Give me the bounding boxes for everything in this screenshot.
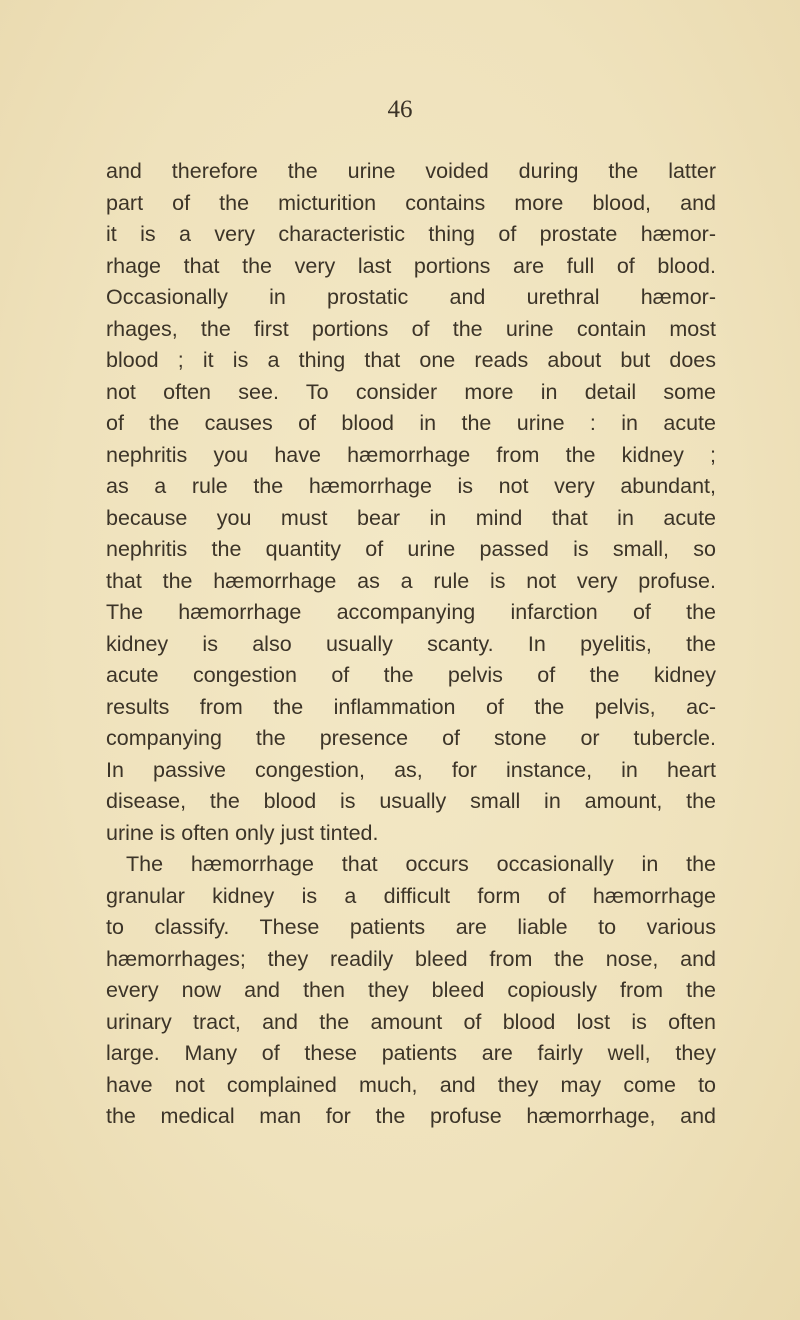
- text-line: companying the presence of stone or tubercle.: [106, 726, 716, 750]
- text-line: the medical man for the profuse hæmorrhage, and: [106, 1104, 716, 1128]
- text-line: not often see. To consider more in detail some: [106, 379, 716, 404]
- text-line: rhage that the very last portions are full of blood.: [106, 253, 716, 278]
- text-line: and therefore the urine voided during the latter: [106, 159, 716, 183]
- text-line: it is a very characteristic thing of prostate hæmor-: [106, 222, 716, 246]
- text-line: part of the micturition contains more blood, and: [106, 190, 716, 215]
- text-line: that the hæmorrhage as a rule is not very profuse.: [106, 568, 716, 593]
- text-line: nephritis you have hæmorrhage from the kidney ;: [106, 442, 716, 467]
- text-line: disease, the blood is usually small in amount, the: [106, 789, 716, 813]
- text-line: rhages, the first portions of the urine contain most: [106, 316, 716, 341]
- text-line: hæmorrhages; they readily bleed from the nose, and: [106, 946, 716, 971]
- text-line: The hæmorrhage accompanying infarction of the: [106, 600, 716, 624]
- text-line: granular kidney is a difficult form of hæmorrhage: [106, 883, 716, 908]
- text-line: as a rule the hæmorrhage is not very abundant,: [106, 474, 716, 498]
- text-line: have not complained much, and they may come to: [106, 1072, 716, 1097]
- paragraph-end-line: urine is often only just tinted.: [106, 820, 379, 845]
- text-line: to classify. These patients are liable to various: [106, 915, 716, 939]
- text-line: of the causes of blood in the urine : in acute: [106, 411, 716, 435]
- text-line: kidney is also usually scanty. In pyelitis, the: [106, 631, 716, 656]
- body-text: [106, 156, 716, 1133]
- text-line: Occasionally in prostatic and urethral hæmor-: [106, 285, 716, 309]
- paragraph-start-line: The hæmorrhage that occurs occasionally in the: [126, 852, 716, 876]
- text-line: large. Many of these patients are fairly well, they: [106, 1041, 716, 1065]
- text-line: because you must bear in mind that in acute: [106, 505, 716, 530]
- text-line: In passive congestion, as, for instance, in heart: [106, 757, 716, 782]
- text-line: results from the inflammation of the pelvis, ac-: [106, 694, 716, 719]
- text-line: urinary tract, and the amount of blood lost is often: [106, 1009, 716, 1034]
- text-line: every now and then they bleed copiously from the: [106, 978, 716, 1002]
- text-line: acute congestion of the pelvis of the kidney: [106, 663, 716, 687]
- page-number: 46: [387, 96, 413, 123]
- text-line: blood ; it is a thing that one reads about but does: [106, 348, 716, 372]
- text-line: nephritis the quantity of urine passed is small, so: [106, 537, 716, 561]
